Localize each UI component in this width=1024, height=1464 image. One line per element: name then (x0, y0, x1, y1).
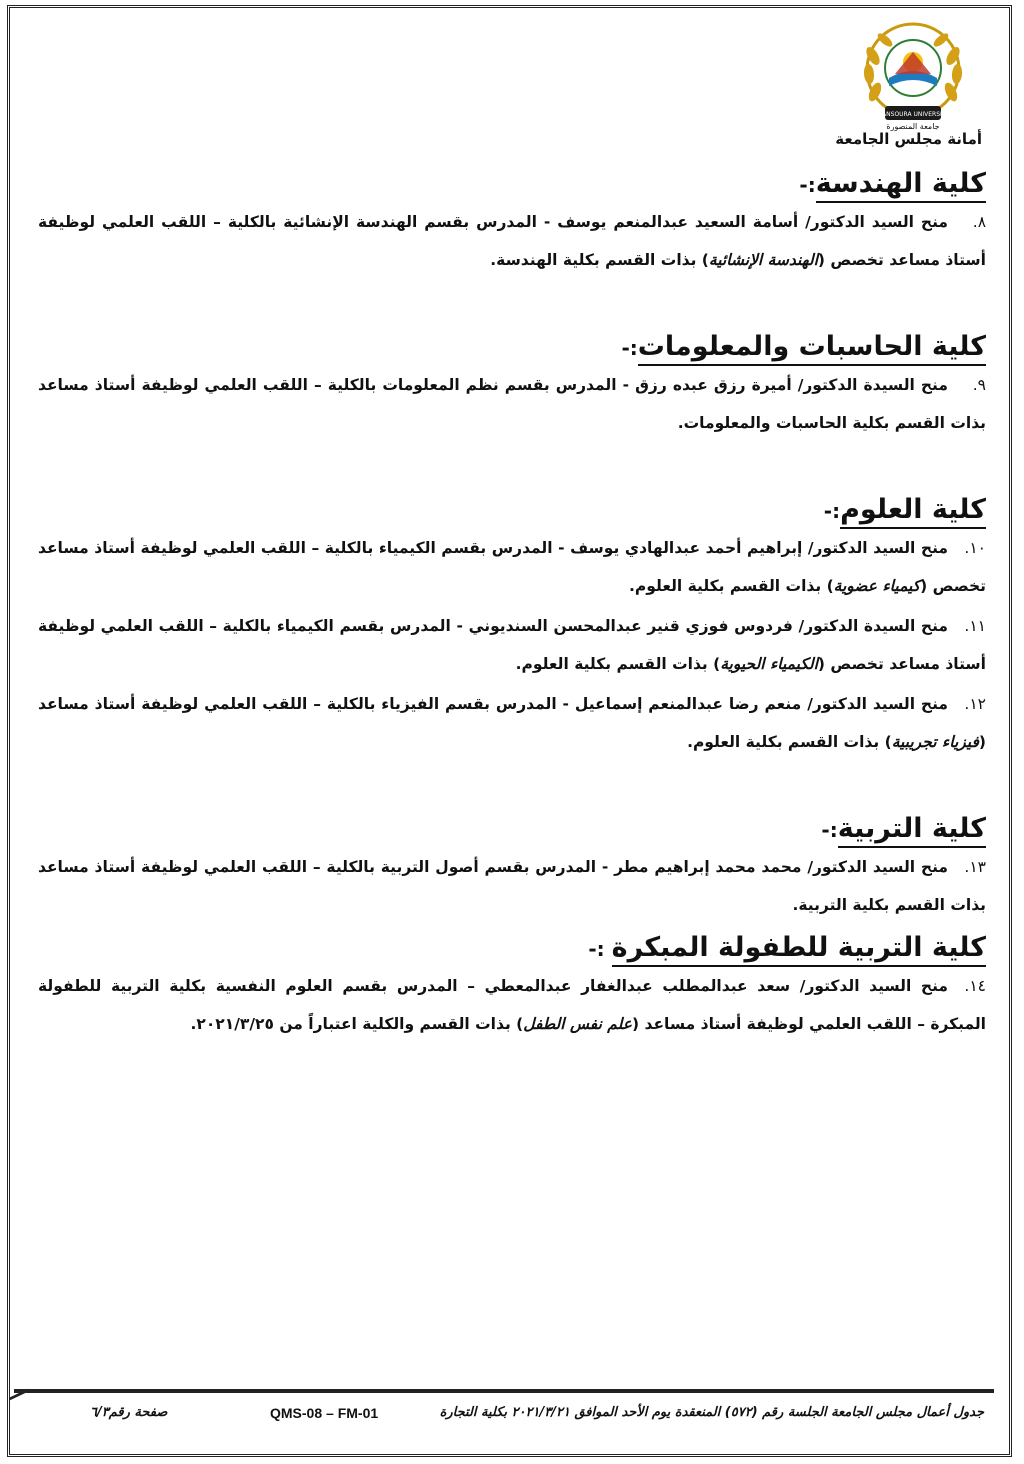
item-number: ١٤. (964, 977, 987, 995)
specialization: الكيمياء الحيوية (720, 655, 818, 673)
item-text: بقسم نظم المعلومات بالكلية – اللقب العلمي لوظيفة (135, 376, 556, 394)
footer-form-code: QMS-08 – FM-01 (270, 1405, 379, 1421)
resolution-item (38, 848, 986, 924)
section-heading (38, 168, 986, 203)
section-heading (38, 494, 986, 529)
section-heading (38, 331, 986, 366)
item-text: ) بذات القسم بكلية العلوم. (515, 655, 721, 673)
item-text: - (552, 539, 571, 557)
position-title: أستاذ مساعد (38, 858, 136, 876)
section-title: كلية التربية للطفولة المبكرة (612, 932, 986, 967)
item-text: بقسم الكيمياء بالكلية – اللقب العلمي لوظيفة (38, 617, 391, 635)
item-text: بذات القسم بكلية الحاسبات والمعلومات. (677, 414, 986, 432)
item-text: ) بذات القسم والكلية اعتباراً من ٢٠٢١/٣/٢٥. (190, 1015, 524, 1033)
item-text: بقسم الهندسة الإنشائية بالكلية – اللقب العلمي لوظيفة (38, 213, 477, 231)
position-title: أستاذ مساعد (644, 1015, 742, 1033)
current-rank: المدرس (396, 977, 458, 995)
item-text: ) بذات القسم بكلية العلوم. (629, 577, 834, 595)
page-footer (30, 1405, 994, 1433)
item-text: منح السيد الدكتور/ (798, 213, 949, 231)
resolution-item (38, 685, 986, 761)
person-name: إبراهيم أحمد عبدالهادي يوسف (570, 539, 803, 557)
person-name: أميرة رزق عبده رزق (635, 376, 792, 394)
section-title-suffix: :- (799, 173, 816, 197)
position-title: أستاذ مساعد (38, 539, 135, 557)
section-title: كلية الحاسبات والمعلومات (638, 331, 986, 366)
section-title-suffix: :- (823, 499, 841, 523)
item-text: منح السيد الدكتور/ (790, 977, 949, 995)
section-spacer (38, 761, 986, 813)
item-text: - (556, 695, 575, 713)
specialization: كيمياء عضوية (833, 577, 921, 595)
section-spacer (38, 442, 986, 494)
current-rank: المدرس (491, 539, 553, 557)
section-title-suffix: :- (621, 336, 638, 360)
section-title-suffix: :- (821, 818, 838, 842)
item-text: منح السيد الدكتور/ (801, 695, 949, 713)
item-number: ١٠. (964, 539, 986, 557)
section-title: كلية الهندسة (816, 168, 986, 203)
person-name: فردوس فوزي قنير عبدالمحسن السنديوني (468, 617, 793, 635)
person-name: أسامة السعيد عبدالمنعم يوسف (557, 213, 799, 231)
item-number: ١١. (964, 617, 987, 635)
footer-divider (14, 1389, 994, 1393)
person-name: منعم رضا عبدالمنعم إسماعيل (574, 695, 802, 713)
person-name: سعد عبدالمطلب عبدالغفار عبدالمعطي (484, 977, 791, 995)
item-text: – (457, 977, 485, 995)
item-text: ) بذات القسم بكلية العلوم. (687, 733, 892, 751)
item-text: - (596, 858, 615, 876)
footer-page-number: صفحة رقم٦/٣ (90, 1405, 168, 1420)
resolution-item (38, 203, 986, 279)
position-title: أستاذ مساعد (889, 655, 986, 673)
section-heading (38, 932, 986, 967)
position-title: أستاذ مساعد (889, 251, 986, 269)
item-text: ( (632, 1015, 645, 1033)
item-number: ٩. (972, 376, 986, 394)
current-rank: المدرس (390, 617, 451, 635)
section-spacer (38, 279, 986, 331)
resolution-item (38, 607, 986, 683)
item-number: ١٢. (964, 695, 987, 713)
resolution-item (38, 967, 986, 1043)
section-heading (38, 813, 986, 848)
section-title: كلية التربية (838, 813, 986, 848)
position-title: أستاذ مساعد (38, 695, 136, 713)
item-text: بذات القسم بكلية التربية. (792, 896, 986, 914)
item-text: تخصص ( (817, 655, 890, 673)
org-name: أمانة مجلس الجامعة (835, 130, 982, 148)
resolution-item (38, 366, 986, 442)
item-text: تخصص ( (817, 251, 890, 269)
item-text: بقسم الكيمياء بالكلية – اللقب العلمي لوظيفة (134, 539, 492, 557)
item-text: ( (978, 733, 986, 751)
item-text: بقسم الفيزياء بالكلية – اللقب العلمي لوظيفة (135, 695, 496, 713)
item-number: ٨. (972, 213, 987, 231)
current-rank: المدرس (535, 858, 597, 876)
current-rank: المدرس (495, 695, 557, 713)
item-text: - (450, 617, 469, 635)
item-number: ١٣. (964, 858, 986, 876)
item-text: منح السيدة الدكتور/ (791, 376, 948, 394)
person-name: محمد محمد إبراهيم مطر (614, 858, 802, 876)
item-text: - (536, 213, 558, 231)
item-text: بقسم العلوم النفسية بكلية التربية للطفولة المبكرة – اللقب العلمي لوظيفة (38, 977, 986, 1033)
footer-meeting-info: جدول أعمال مجلس الجامعة الجلسة رقم (٥٧٢) المنعقدة يوم الأحد الموافق ٢٠٢١/٣/٢١ بكلية التجارة (439, 1405, 984, 1420)
specialization: علم نفس الطفل (523, 1015, 632, 1033)
section-spacer (38, 924, 986, 932)
section-title: كلية العلوم (840, 494, 986, 529)
section-title-suffix: :- (588, 937, 612, 961)
current-rank: المدرس (555, 376, 617, 394)
item-text: ) بذات القسم بكلية الهندسة. (490, 251, 709, 269)
current-rank: المدرس (476, 213, 537, 231)
logo-text-en: MANSOURA UNIVERSITY (876, 111, 950, 118)
item-text: بقسم أصول التربية بالكلية – اللقب العلمي لوظيفة (135, 858, 536, 876)
item-text: منح السيدة الدكتور/ (792, 617, 949, 635)
document-body (38, 168, 986, 1043)
resolution-item (38, 529, 986, 605)
item-text: - (616, 376, 636, 394)
item-text: منح السيد الدكتور/ (802, 539, 948, 557)
item-text: منح السيد الدكتور/ (801, 858, 948, 876)
university-logo (855, 16, 971, 132)
specialization: فيزياء تجريبية (891, 733, 979, 751)
specialization: الهندسة الإنشائية (708, 251, 818, 269)
position-title: أستاذ مساعد (38, 376, 136, 394)
item-text: تخصص ( (920, 577, 986, 595)
logo-text-ar: جامعة المنصورة (886, 122, 940, 131)
